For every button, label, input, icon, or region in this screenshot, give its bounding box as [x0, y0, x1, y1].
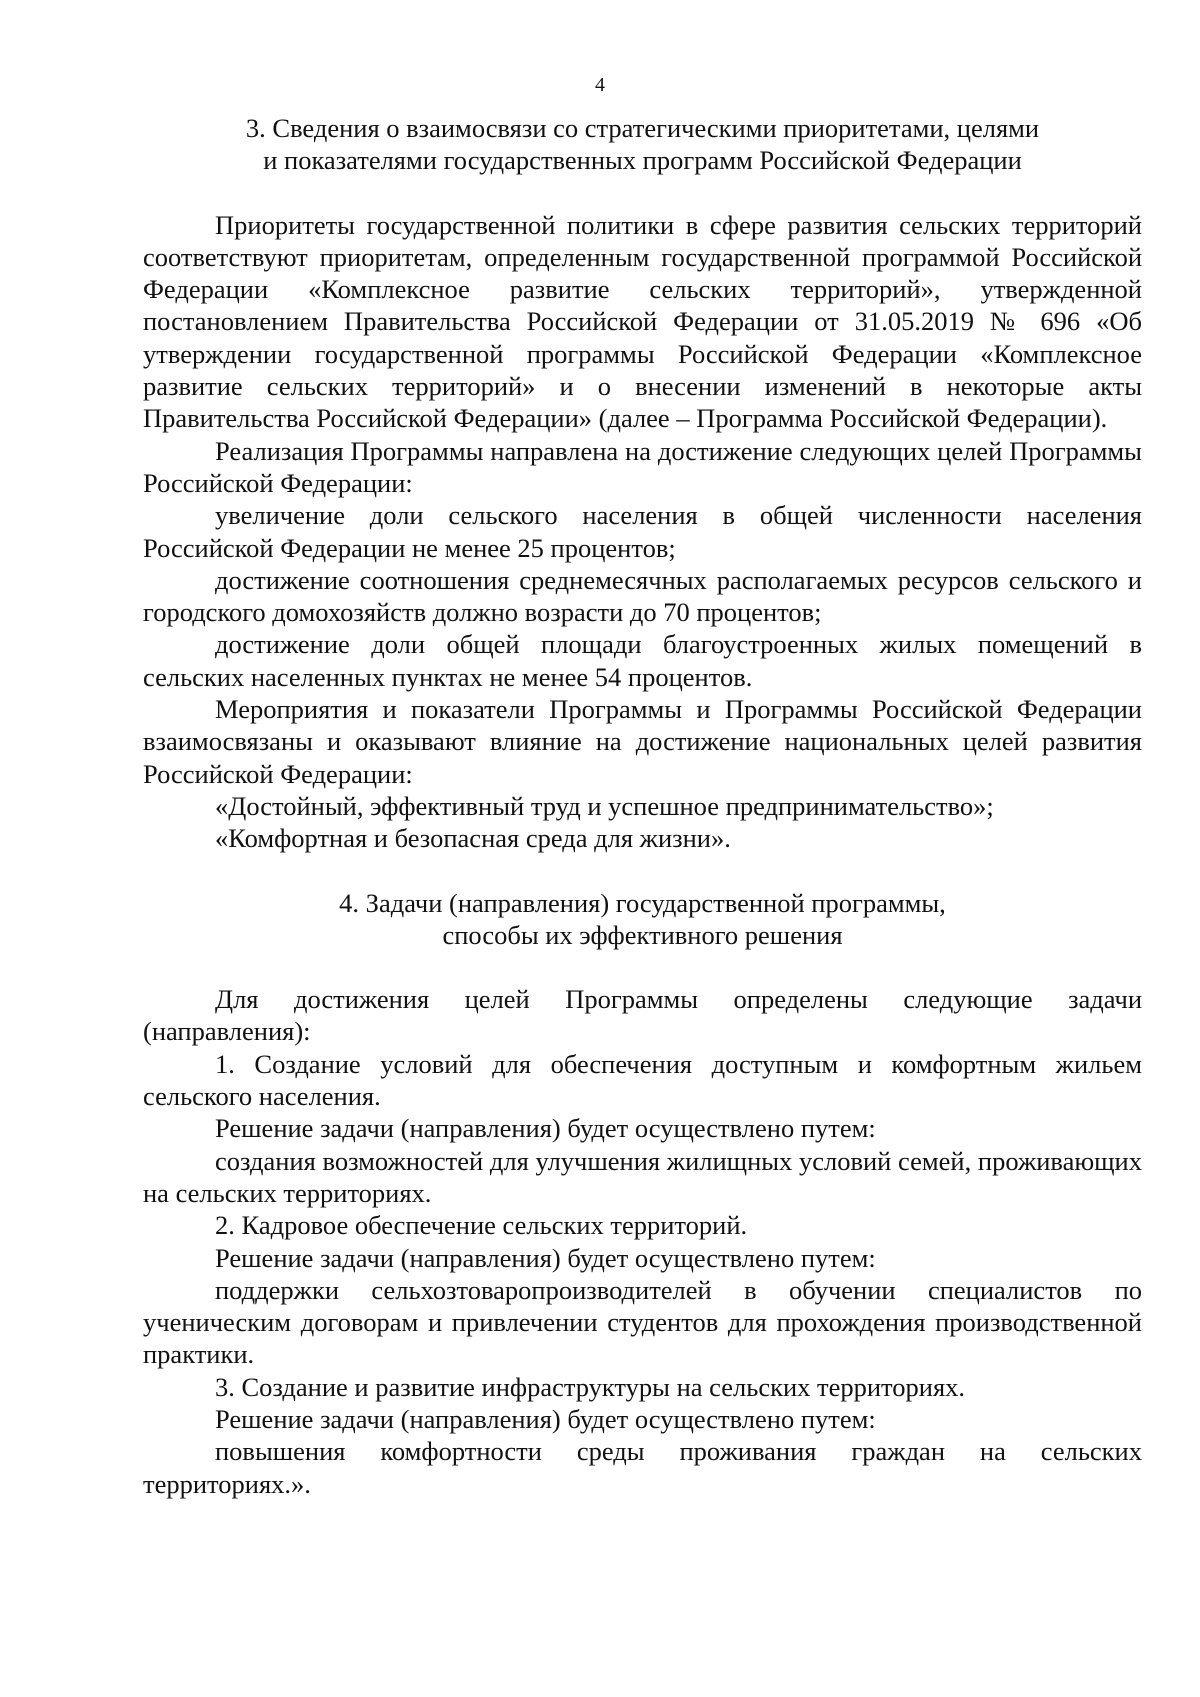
- paragraph: Реализация Программы направлена на достижение следующих целей Программы Российской Федерации:: [143, 435, 1142, 498]
- paragraph: «Достойный, эффективный труд и успешное предпринимательство»;: [215, 790, 994, 821]
- paragraph: создания возможностей для улучшения жилищных условий семей, проживающих на сельских территориях.: [143, 1145, 1142, 1208]
- section-3-body: [143, 209, 1142, 855]
- paragraph: Решение задачи (направления) будет осуществлено путем:: [215, 1403, 876, 1434]
- document-body: [143, 112, 1142, 1500]
- section-4-body: [143, 983, 1142, 1500]
- paragraph: увеличение доли сельского населения в общей численности населения Российской Федерации не менее 25 процентов;: [143, 500, 1142, 563]
- paragraph: достижение доли общей площади благоустроенных жилых помещений в сельских населенных пунктах не менее 54 процентов.: [143, 629, 1142, 692]
- page-number: 4: [595, 74, 605, 96]
- paragraph: Решение задачи (направления) будет осуществлено путем:: [215, 1113, 876, 1144]
- paragraph: Для достижения целей Программы определены следующие задачи (направления):: [143, 984, 1142, 1047]
- paragraph: 1. Создание условий для обеспечения доступным и комфортным жильем сельского населения.: [143, 1048, 1142, 1112]
- section-4-title-line-2: способы их эффективного решения: [442, 919, 843, 950]
- section-4-heading: [143, 887, 1142, 952]
- section-3-title-line-2: и показателями государственных программ Российской Федерации: [263, 145, 1022, 176]
- paragraph: «Комфортная и безопасная среда для жизни».: [215, 823, 731, 854]
- paragraph: достижение соотношения среднемесячных располагаемых ресурсов сельского и городского домохозяйств должно возрасти до 70 процентов;: [143, 564, 1142, 628]
- paragraph: Мероприятия и показатели Программы и Программы Российской Федерации взаимосвязаны и оказывают влияние на достижение национальных целей развития Российской Федерации:: [143, 694, 1142, 789]
- paragraph: Решение задачи (направления) будет осуществлено путем:: [215, 1242, 876, 1273]
- paragraph: поддержки сельхозтоваропроизводителей в обучении специалистов по ученическим договорам и привлечении студентов для прохождения производственной практики.: [143, 1274, 1142, 1370]
- section-3-heading: [143, 112, 1142, 177]
- section-3-title-line-1: 3. Сведения о взаимосвязи со стратегическими приоритетами, целями: [245, 113, 1040, 143]
- section-4-title-line-1: 4. Задачи (направления) государственной программы,: [339, 887, 946, 918]
- paragraph: 3. Создание и развитие инфраструктуры на сельских территориях.: [215, 1371, 966, 1402]
- paragraph: повышения комфортности среды проживания граждан на сельских территориях.».: [143, 1436, 1142, 1499]
- paragraph: 2. Кадровое обеспечение сельских территорий.: [215, 1210, 748, 1241]
- paragraph: Приоритеты государственной политики в сфере развития сельских территорий соответствуют приоритетам, определенным государственной программой Российской Федерации «Комплексное развитие сельских территорий», утвержденной постановлением Правительства Российской Федерации от 31.05.2019 № 696 «Об утверждении государственной программы Российской Федерации «Комплексное развитие сельских территорий» и о внесении изменений в некоторые акты Правительства Российской Федерации» (далее – Программа Российской Федерации).: [143, 209, 1142, 434]
